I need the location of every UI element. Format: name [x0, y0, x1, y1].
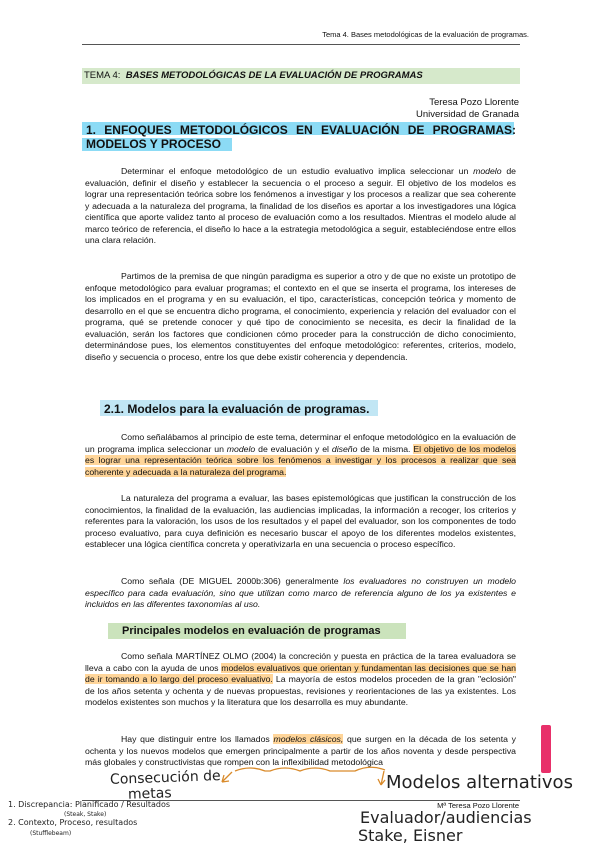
handwritten-note: (Steak, Stake) [64, 811, 107, 818]
handwritten-note: (Stufflebeam) [30, 830, 72, 837]
header-rule [82, 44, 520, 45]
author-block [416, 97, 519, 120]
handwritten-note: Evaluador/audiencias [360, 808, 532, 827]
handwritten-note: 1. Discrepancia: Planificado / Resultados [8, 800, 171, 809]
subsection-heading: 2.1. Modelos para la evaluación de programas. [104, 402, 370, 416]
paragraph: Como señalábamos al principio de este tema, determinar el enfoque metodológico en la evaluación de un programa implica seleccionar un modelo de evaluación y el diseño de la misma. El objetivo de los modelos es lograr una representación teórica sobre los fenómenos a investigar y los procesos a realizar que sea coherente y adecuada a la naturaleza del programa. [85, 432, 516, 477]
orange-highlight: El objetivo de los modelos es lograr una representación teórica sobre los fenómenos a investigar y los procesos a realizar que sea coherente y adecuada a la naturaleza del programa. [85, 443, 516, 477]
paragraph: La naturaleza del programa a evaluar, las bases epistemológicas que justifican la construcción de los conocimientos, la finalidad de la evaluación, las audiencias implicadas, la información a recoger, los criterios y referentes para la valoración, los usos de los resultados y el papel del evaluador, son los componentes de todo proceso evaluativo, para cuya definición es necesario buscar el apoyo de los diferentes modelos existentes, establecer una lógica científica concreta y operativizarla en una secuencia o proceso específico. [85, 493, 516, 549]
running-header: Tema 4. Bases metodológicas de la evaluación de programas. [322, 30, 529, 39]
handwritten-note: Consecución de [109, 768, 221, 788]
subsection-heading: Principales modelos en evaluación de programas [122, 625, 381, 637]
handwritten-note: Stake, Eisner [358, 826, 463, 845]
paragraph: Como señala (DE MIGUEL 2000b:306) generalmente los evaluadores no construyen un modelo específico para cada evaluación, sino que utilizan como marco de referencia alguno de los ya existentes e incluidos en las diferentes taxonomías al uso. [85, 576, 517, 609]
footer-author: Mª Teresa Pozo Llorente [437, 801, 519, 810]
section-heading: 1. ENFOQUES METODOLÓGICOS EN EVALUACIÓN DE PROGRAMAS: MODELOS Y PROCESO [86, 123, 516, 151]
topic-number: TEMA 4: [84, 70, 121, 81]
author-name: Teresa Pozo Llorente [429, 97, 519, 108]
handwritten-note: 2. Contexto, Proceso, resultados [8, 818, 138, 827]
paragraph: Hay que distinguir entre los llamados modelos clásicos, que surgen en la década de los setenta y ochenta y los nuevos modelos que emergen principalmente a partir de los años noventa y desde perspectiva más globales y constructivistas que rompen con la inflexibilidad metodológica [85, 734, 516, 767]
annotation-arrow [222, 772, 232, 782]
paragraph: Como señala MARTÍNEZ OLMO (2004) la concreción y puesta en práctica de la tarea evaluadora se lleva a cabo con la ayuda de unos modelos evaluativos que orientan y fundamentan las decisiones que se han de ir tomando a lo largo del proceso evaluativo. La mayoría de estos modelos proceden de la gran "eclosión" de los años setenta y ochenta y de nuevas propuestas, revisiones y reorientaciones de las ya existentes. Los modelos existentes son muchos y la literatura que los desarrolla es muy abundante. [85, 651, 516, 707]
topic-name: BASES METODOLÓGICAS DE LA EVALUACIÓN DE PROGRAMAS [125, 70, 423, 81]
paragraph: Partimos de la premisa de que ningún paradigma es superior a otro y de que no existe un prototipo de enfoque metodológico para evaluar programas; el contexto en el que se inserta el programa, los intereses de los implicados en el programa y en su evaluación, el tipo, características, concepción teórica y momento de desarrollo en el que se encuentra dicho programa, el conocimiento, experiencia y relación del evaluador con el programa, qué se pretende conocer y qué tipo de conocimiento se necesita, es decir la finalidad de la evaluación, serán los factores que condicionen cómo proceder para la construcción de dicho conocimiento, determinándose pues, los elementos constituyentes del enfoque metodológico: referentes, criterios, modelo, diseño y secuencia o proceso, entre los que debe existir coherencia y dependencia. [85, 271, 516, 362]
annotation-arrow [378, 771, 385, 785]
handwritten-note: metas [127, 785, 172, 803]
author-affiliation: Universidad de Granada [416, 108, 519, 120]
annotation-bracket [235, 767, 385, 771]
handwritten-note: Modelos alternativos [386, 772, 573, 793]
orange-highlight: modelos clásicos, [273, 734, 344, 744]
orange-highlight: modelos evaluativos que orientan y fundamentan las decisiones que se han de ir tomando a lo largo del proceso evaluativo. [85, 662, 516, 684]
paragraph: Determinar el enfoque metodológico de un estudio evaluativo implica seleccionar un modelo de evaluación, definir el diseño y establecer la secuencia o el proceso a seguir. El objetivo de los modelos es lograr una representación teórica sobre los fenómenos a investigar y los procesos a realizar que sea coherente y adecuada a la naturaleza del programa, la finalidad de los diseños es aportar a los investigadores una lógica científica que aporte validez tanto al proceso de evaluación como a los resultados. Mientras el modelo alude al marco teórico de referencia, el diseño lo hace a la estrategia metodológica a seguir, estableciéndose entre ellos una clara relación. [85, 166, 516, 245]
topic-title [84, 70, 423, 81]
